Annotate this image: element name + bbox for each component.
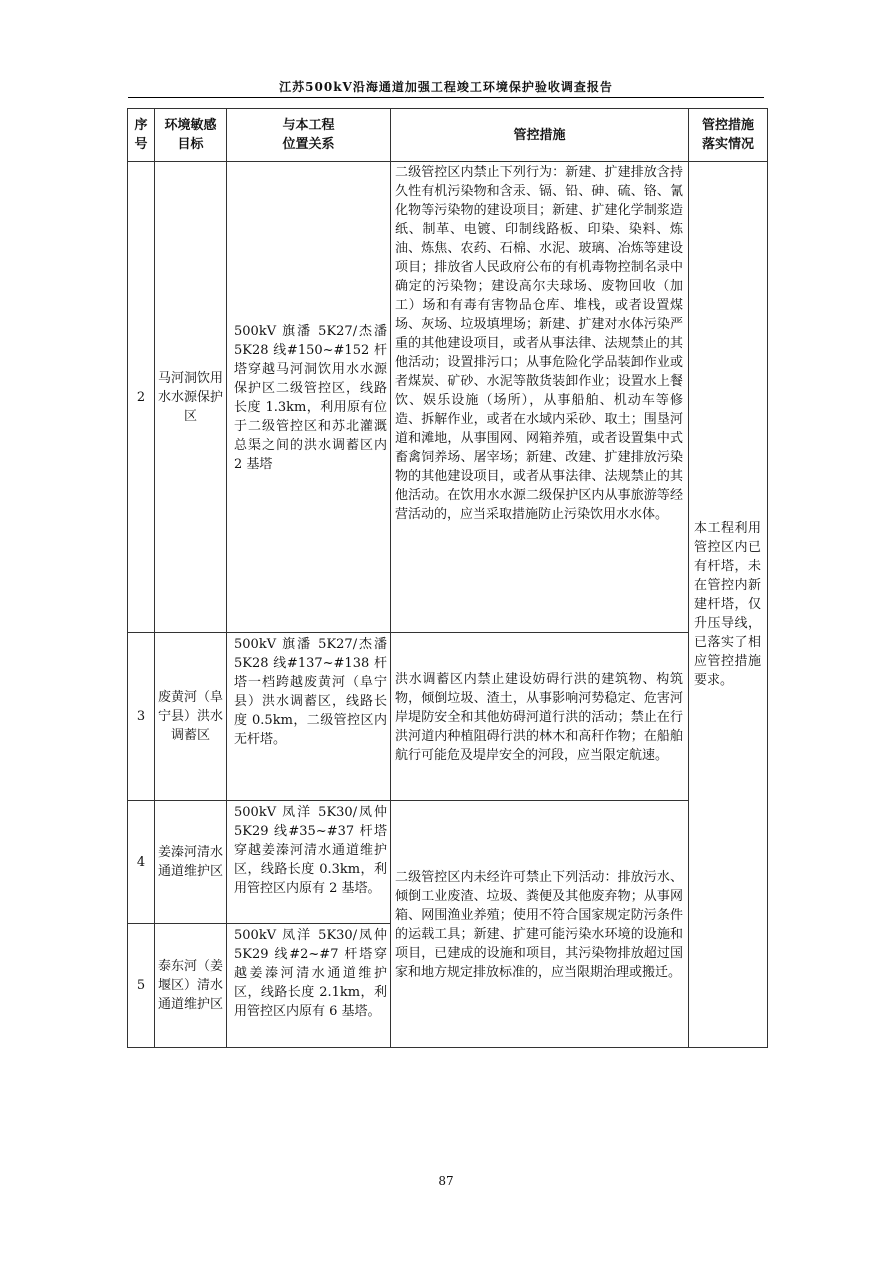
header-divider [128,97,764,98]
row-target: 废黄河（阜宁县）洪水调蓄区 [155,633,227,801]
table-header-row [128,109,768,162]
row-no: 5 [128,924,155,1048]
header-target: 环境敏感 目标 [155,109,227,162]
table-row [128,801,768,924]
row-relation: 500kV 凤洋 5K30/凤仲 5K29 线#35~#37 杆塔穿越姜溱河清水通道维护区，线路长度 0.3km，利用管控区内原有 2 基塔。 [227,801,391,924]
row-no: 4 [128,801,155,924]
row-target: 马河洞饮用水水源保护区 [155,162,227,633]
row-measures: 洪水调蓄区内禁止建设妨碍行洪的建筑物、构筑物，倾倒垃圾、渣土，从事影响河势稳定、危害河岸堤防安全和其他妨碍河道行洪的活动；禁止在行洪河道内种植阻碍行洪的林木和高秆作物；在船舶航行可能危及堤岸安全的河段，应当限定航速。 [391,633,689,801]
header-status: 管控措施 落实情况 [689,109,768,162]
table-row [128,633,768,801]
control-measures-table [127,108,768,1048]
row-relation: 500kV 旗潘 5K27/杰潘 5K28 线#137~#138 杆塔一档跨越废黄河（阜宁县）洪水调蓄区，线路长度 0.5km，二级管控区内无杆塔。 [227,633,391,801]
page-number: 87 [438,1174,454,1188]
row-target: 姜溱河清水通道维护区 [155,801,227,924]
row-relation: 500kV 旗潘 5K27/杰潘 5K28 线#150~#152 杆塔穿越马河洞饮用水水源保护区二级管控区，线路长度 1.3km，利用原有位于二级管控区和苏北灌溉总渠之间的洪水调蓄区内 2 基塔 [227,162,391,633]
row-target: 泰东河（姜堰区）清水通道维护区 [155,924,227,1048]
table-row [128,162,768,633]
row-no: 2 [128,162,155,633]
row-measures: 二级管控区内禁止下列行为：新建、扩建排放含持久性有机污染物和含汞、镉、铅、砷、硫、铬、氰化物等污染物的建设项目；新建、扩建化学制浆造纸、制革、电镀、印制线路板、印染、染料、炼油、炼焦、农药、石棉、水泥、玻璃、冶炼等建设项目；排放省人民政府公布的有机毒物控制名录中确定的污染物；建设高尔夫球场、废物回收（加工）场和有毒有害物品仓库、堆栈，或者设置煤场、灰场、垃圾填埋场；新建、扩建对水体污染严重的其他建设项目，或者从事法律、法规禁止的其他活动；设置排污口；从事危险化学品装卸作业或者煤炭、矿砂、水泥等散货装卸作业；设置水上餐饮、娱乐设施（场所），从事船舶、机动车等修造、拆解作业，或者在水域内采砂、取土；围垦河道和滩地，从事围网、网箱养殖，或者设置集中式畜禽饲养场、屠宰场；新建、改建、扩建排放污染物的其他建设项目，或者从事法律、法规禁止的其他活动。在饮用水水源二级保护区内从事旅游等经营活动的，应当采取措施防止污染饮用水水体。 [391,162,689,633]
row-measures: 二级管控区内未经许可禁止下列活动：排放污水、倾倒工业废渣、垃圾、粪便及其他废弃物；从事网箱、网围渔业养殖；使用不符合国家规定防污条件的运载工具；新建、扩建可能污染水环境的设施和项目，已建成的设施和项目，其污染物排放超过国家和地方规定排放标准的，应当限期治理或搬迁。 [391,801,689,1048]
header-relation: 与本工程 位置关系 [227,109,391,162]
status-cell: 本工程利用管控区内已有杆塔，未在管控内新建杆塔，仅升压导线，已落实了相应管控措施要求。 [689,162,768,1048]
row-relation: 500kV 凤洋 5K30/凤仲 5K29 线#2~#7 杆塔穿越姜溱河清水通道维护区，线路长度 2.1km，利用管控区内原有 6 基塔。 [227,924,391,1048]
report-header-title: 江苏500kV沿海通道加强工程竣工环境保护验收调查报告 [279,80,613,94]
header-measures: 管控措施 [391,109,689,162]
header-no: 序 号 [128,109,155,162]
row-no: 3 [128,633,155,801]
